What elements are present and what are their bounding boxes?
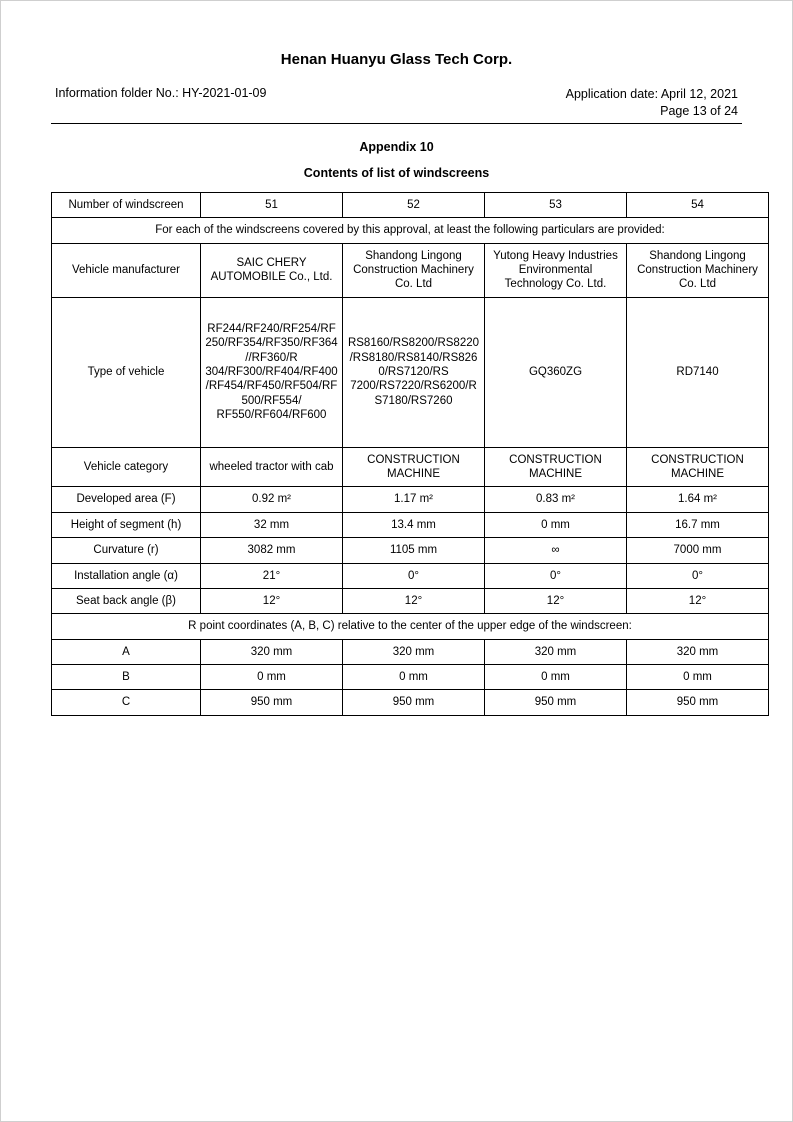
- cell-r-b-1: 0 mm: [201, 665, 343, 690]
- windscreen-number-3: 53: [485, 192, 627, 217]
- windscreen-number-4: 54: [627, 192, 769, 217]
- cell-curvature-1: 3082 mm: [201, 538, 343, 563]
- table-row: [52, 588, 769, 613]
- cell-r-a-1: 320 mm: [201, 639, 343, 664]
- row-label-seat-back-angle: Seat back angle (β): [52, 588, 201, 613]
- table-row: [52, 487, 769, 512]
- row-label-vehicle-manufacturer: Vehicle manufacturer: [52, 243, 201, 297]
- table-row: [52, 243, 769, 297]
- cell-r-a-4: 320 mm: [627, 639, 769, 664]
- information-folder-number: Information folder No.: HY-2021-01-09: [55, 86, 267, 100]
- row-label-type-of-vehicle: Type of vehicle: [52, 297, 201, 447]
- table-row-r-point-note: [52, 614, 769, 639]
- cell-curvature-4: 7000 mm: [627, 538, 769, 563]
- cell-manufacturer-2: Shandong Lingong Construction Machinery Co. Ltd: [343, 243, 485, 297]
- r-point-note: R point coordinates (A, B, C) relative to the center of the upper edge of the windscreen:: [52, 614, 769, 639]
- table-row-note: [52, 218, 769, 243]
- row-label-installation-angle: Installation angle (α): [52, 563, 201, 588]
- row-label-r-b: B: [52, 665, 201, 690]
- cell-height-3: 0 mm: [485, 512, 627, 537]
- cell-seat-back-angle-1: 12°: [201, 588, 343, 613]
- row-label-height-of-segment: Height of segment (h): [52, 512, 201, 537]
- cell-installation-angle-2: 0°: [343, 563, 485, 588]
- cell-manufacturer-4: Shandong Lingong Construction Machinery Co. Ltd: [627, 243, 769, 297]
- application-date: Application date: April 12, 2021: [565, 87, 738, 101]
- cell-height-1: 32 mm: [201, 512, 343, 537]
- table-row: [52, 639, 769, 664]
- cell-r-c-3: 950 mm: [485, 690, 627, 715]
- cell-height-2: 13.4 mm: [343, 512, 485, 537]
- cell-r-a-3: 320 mm: [485, 639, 627, 664]
- cell-r-c-1: 950 mm: [201, 690, 343, 715]
- cell-installation-angle-1: 21°: [201, 563, 343, 588]
- row-label-curvature: Curvature (r): [52, 538, 201, 563]
- cell-r-c-4: 950 mm: [627, 690, 769, 715]
- cell-installation-angle-3: 0°: [485, 563, 627, 588]
- cell-manufacturer-3: Yutong Heavy Industries Environmental Technology Co. Ltd.: [485, 243, 627, 297]
- document-header: [51, 86, 742, 124]
- cell-developed-area-2: 1.17 m²: [343, 487, 485, 512]
- cell-r-c-2: 950 mm: [343, 690, 485, 715]
- table-row: [52, 665, 769, 690]
- cell-r-b-4: 0 mm: [627, 665, 769, 690]
- cell-type-1: RF244/RF240/RF254/RF250/RF354/RF350/RF364//RF360/R 304/RF300/RF404/RF400/RF454/RF450/RF504/RF500/RF554/ RF550/RF604/RF600: [201, 297, 343, 447]
- cell-category-4: CONSTRUCTION MACHINE: [627, 447, 769, 487]
- cell-installation-angle-4: 0°: [627, 563, 769, 588]
- cell-curvature-2: 1105 mm: [343, 538, 485, 563]
- windscreen-number-2: 52: [343, 192, 485, 217]
- cell-type-4: RD7140: [627, 297, 769, 447]
- row-label-number: Number of windscreen: [52, 192, 201, 217]
- cell-type-3: GQ360ZG: [485, 297, 627, 447]
- header-right-block: [566, 86, 738, 120]
- cell-seat-back-angle-2: 12°: [343, 588, 485, 613]
- row-label-r-c: C: [52, 690, 201, 715]
- cell-manufacturer-1: SAIC CHERY AUTOMOBILE Co., Ltd.: [201, 243, 343, 297]
- cell-seat-back-angle-4: 12°: [627, 588, 769, 613]
- cell-r-a-2: 320 mm: [343, 639, 485, 664]
- table-row: [52, 512, 769, 537]
- table-row: [52, 690, 769, 715]
- cell-type-2: RS8160/RS8200/RS8220/RS8180/RS8140/RS8260/RS7120/RS 7200/RS7220/RS6200/RS7180/RS7260: [343, 297, 485, 447]
- particulars-note: For each of the windscreens covered by this approval, at least the following particulars are provided:: [52, 218, 769, 243]
- contents-heading: Contents of list of windscreens: [303, 165, 490, 180]
- cell-seat-back-angle-3: 12°: [485, 588, 627, 613]
- cell-category-1: wheeled tractor with cab: [201, 447, 343, 487]
- table-row: [52, 538, 769, 563]
- windscreen-number-1: 51: [201, 192, 343, 217]
- page-number: Page 13 of 24: [660, 103, 738, 118]
- cell-height-4: 16.7 mm: [627, 512, 769, 537]
- cell-r-b-3: 0 mm: [485, 665, 627, 690]
- cell-developed-area-3: 0.83 m²: [485, 487, 627, 512]
- table-row: [52, 297, 769, 447]
- row-label-vehicle-category: Vehicle category: [52, 447, 201, 487]
- cell-curvature-3: ∞: [485, 538, 627, 563]
- table-row: [52, 563, 769, 588]
- windscreen-table: [51, 192, 769, 716]
- cell-category-2: CONSTRUCTION MACHINE: [343, 447, 485, 487]
- company-title: Henan Huanyu Glass Tech Corp.: [280, 51, 513, 68]
- row-label-r-a: A: [52, 639, 201, 664]
- appendix-heading: Appendix 10: [359, 139, 434, 154]
- table-row-number: [52, 192, 769, 217]
- table-row: [52, 447, 769, 487]
- cell-r-b-2: 0 mm: [343, 665, 485, 690]
- cell-developed-area-1: 0.92 m²: [201, 487, 343, 512]
- row-label-developed-area: Developed area (F): [52, 487, 201, 512]
- cell-developed-area-4: 1.64 m²: [627, 487, 769, 512]
- cell-category-3: CONSTRUCTION MACHINE: [485, 447, 627, 487]
